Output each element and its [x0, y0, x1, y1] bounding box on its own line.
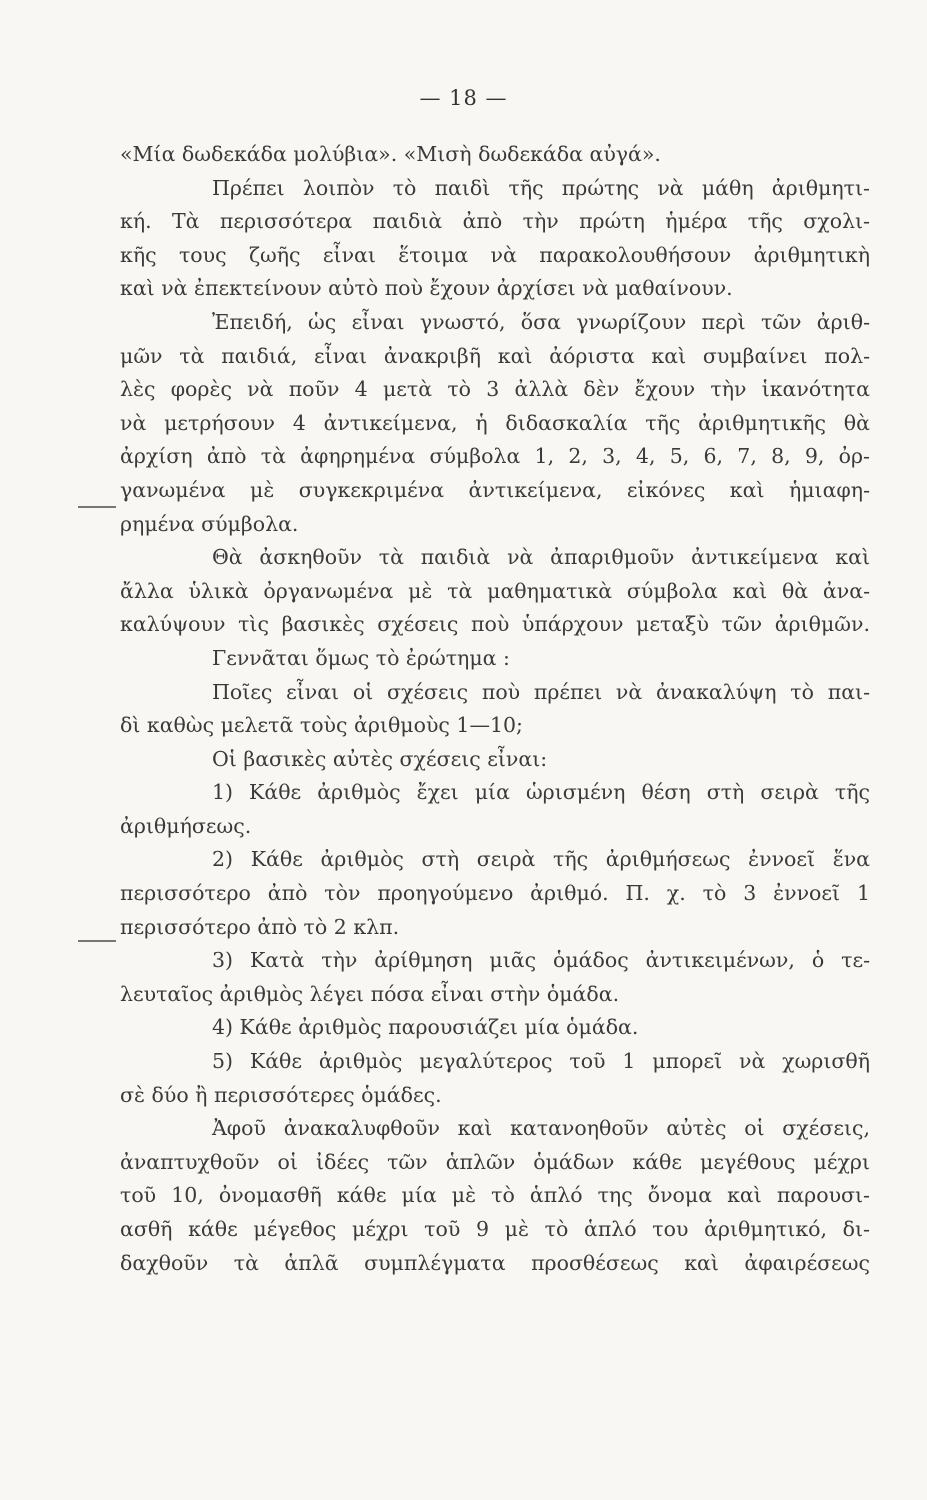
page-number: — 18 —	[419, 86, 508, 110]
text-line: ρημένα σύμβολα.	[120, 511, 299, 536]
text-line: δαχθοῦν τὰ ἁπλᾶ συμπλέγματα προσθέσεως καὶ ἀφαιρέσεως	[120, 1250, 870, 1275]
text-line: Ἐπειδή, ὡς εἶναι γνωστό, ὅσα γνωρίζουν περὶ τῶν ἀριθ-	[212, 309, 870, 334]
text-line: 3) Κατὰ τὴν ἀρίθμηση μιᾶς ὁμάδος ἀντικειμένων, ὁ τε-	[212, 948, 870, 973]
text-line: 5) Κάθε ἀριθμὸς μεγαλύτερος τοῦ 1 μπορεῖ νὰ χωρισθῆ	[212, 1049, 870, 1074]
text-line: λὲς φορὲς νὰ ποῦν 4 μετὰ τὸ 3 ἀλλὰ δὲν ἔχουν τὴν ἱκανότητα	[120, 377, 870, 402]
text-line: Πρέπει λοιπὸν τὸ παιδὶ τῆς πρώτης νὰ μάθη ἀριθμητι-	[212, 175, 870, 200]
text-line: γανωμένα μὲ συγκεκριμένα ἀντικείμενα, εἰκόνες καὶ ἡμιαφη-	[120, 477, 870, 502]
text-line: ἀρχίση ἀπὸ τὰ ἀφηρημένα σύμβολα 1, 2, 3, 4, 5, 6, 7, 8, 9, ὀρ-	[120, 444, 870, 469]
text-line: μῶν τὰ παιδιά, εἶναι ἀνακριβῆ καὶ ἀόριστα καὶ συμβαίνει πολ-	[120, 343, 870, 368]
text-line: 4) Κάθε ἀριθμὸς παρουσιάζει μία ὁμάδα.	[212, 1015, 639, 1040]
text-line: «Μία δωδεκάδα μολύβια». «Μισὴ δωδεκάδα αὐγά».	[120, 142, 661, 166]
text-line: καὶ νὰ ἐπεκτείνουν αὐτὸ ποὺ ἔχουν ἀρχίσει νὰ μαθαίνουν.	[120, 276, 733, 301]
body-text	[120, 138, 870, 1280]
text-line: περισσότερο ἀπὸ τὸν προηγούμενο ἀριθμό. Π. χ. τὸ 3 ἐννοεῖ 1	[120, 881, 870, 906]
text-line: σὲ δύο ἢ περισσότερες ὁμάδες.	[120, 1082, 442, 1107]
text-line: δὶ καθὼς μελετᾶ τοὺς ἀριθμοὺς 1—10;	[120, 713, 523, 738]
text-line: τοῦ 10, ὀνομασθῆ κάθε μία μὲ τὸ ἁπλό της ὄνομα καὶ παρουσι-	[120, 1183, 870, 1208]
text-line: Θὰ ἀσκηθοῦν τὰ παιδιὰ νὰ ἀπαριθμοῦν ἀντικείμενα καὶ	[212, 545, 870, 570]
text-line: ἄλλα ὑλικὰ ὀργανωμένα μὲ τὰ μαθηματικὰ σύμβολα καὶ θὰ ἀνα-	[120, 578, 870, 603]
text-line: κῆς τους ζωῆς εἶναι ἕτοιμα νὰ παρακολουθήσουν ἀριθμητικὴ	[120, 242, 870, 267]
text-line: Οἱ βασικὲς αὐτὲς σχέσεις εἶναι:	[212, 746, 548, 771]
text-line: Γεννᾶται ὅμως τὸ ἐρώτημα :	[212, 645, 510, 670]
text-line: ασθῆ κάθε μέγεθος μέχρι τοῦ 9 μὲ τὸ ἁπλό του ἀριθμητικό, δι-	[120, 1217, 870, 1241]
text-line: κή. Τὰ περισσότερα παιδιὰ ἀπὸ τὴν πρώτη ἡμέρα τῆς σχολι-	[120, 209, 870, 234]
text-line: καλύψουν τὶς βασικὲς σχέσεις ποὺ ὑπάρχουν μεταξὺ τῶν ἀριθμῶν.	[120, 612, 870, 637]
margin-mark	[78, 506, 116, 508]
text-line: περισσότερο ἀπὸ τὸ 2 κλπ.	[120, 914, 400, 939]
text-line: νὰ μετρήσουν 4 ἀντικείμενα, ἡ διδασκαλία τῆς ἀριθμητικῆς θὰ	[120, 410, 870, 435]
text-line: ἀριθμήσεως.	[120, 813, 252, 838]
margin-mark	[78, 940, 116, 942]
text-line: 1) Κάθε ἀριθμὸς ἔχει μία ὡρισμένη θέση στὴ σειρὰ τῆς	[212, 780, 870, 805]
text-line: ἀναπτυχθοῦν οἱ ἰδέες τῶν ἁπλῶν ὁμάδων κάθε μεγέθους μέχρι	[120, 1149, 870, 1174]
text-line: λευταῖος ἀριθμὸς λέγει πόσα εἶναι στὴν ὁμάδα.	[120, 981, 620, 1006]
text-line: Ποῖες εἶναι οἱ σχέσεις ποὺ πρέπει νὰ ἀνακαλύψη τὸ παι-	[212, 679, 870, 704]
text-line: 2) Κάθε ἀριθμὸς στὴ σειρὰ τῆς ἀριθμήσεως ἐννοεῖ ἕνα	[212, 847, 870, 872]
text-line: Ἀφοῦ ἀνακαλυφθοῦν καὶ κατανοηθοῦν αὐτὲς οἱ σχέσεις,	[212, 1116, 870, 1141]
